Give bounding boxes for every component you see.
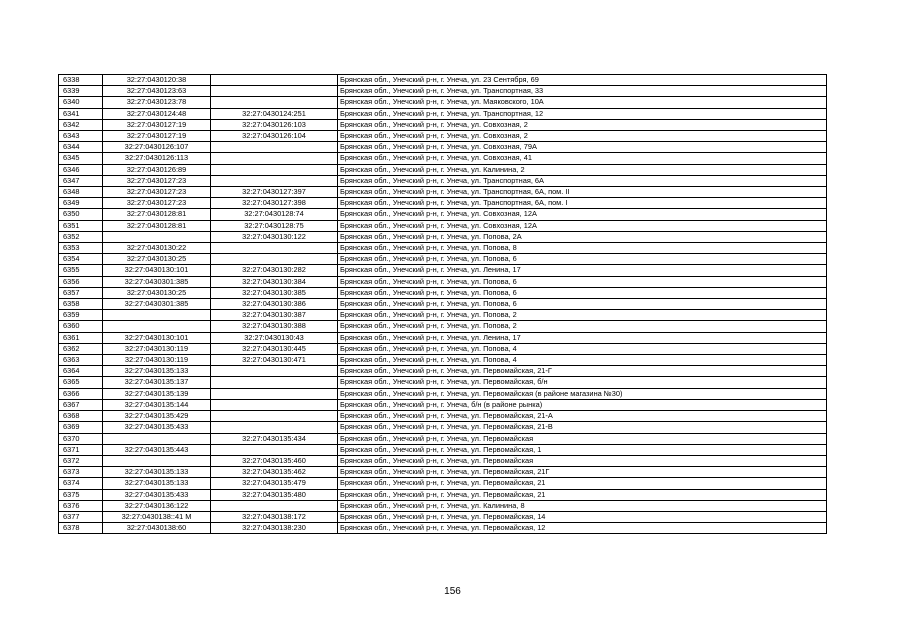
address-cell: Брянская обл., Унечский р-н, г. Унеча, ул. Попова, 8 <box>338 243 827 254</box>
table-row <box>59 523 827 534</box>
cadastral-number-cell: 32:27:0430126:107 <box>103 142 211 153</box>
cadastral-number-cell: 32:27:0430130:119 <box>103 355 211 366</box>
cadastral-number-cell <box>103 455 211 466</box>
cadastral-number-cell <box>103 231 211 242</box>
row-number-cell: 6350 <box>59 209 103 220</box>
address-cell: Брянская обл., Унечский р-н, г. Унеча, ул. Первомайская, 21 <box>338 478 827 489</box>
table-row <box>59 388 827 399</box>
row-number-cell: 6360 <box>59 321 103 332</box>
row-number-cell: 6373 <box>59 467 103 478</box>
register-body <box>59 75 827 534</box>
object-cadastral-number-cell: 32:27:0430130:282 <box>211 265 338 276</box>
object-cadastral-number-cell: 32:27:0430135:479 <box>211 478 338 489</box>
table-row <box>59 455 827 466</box>
table-row <box>59 355 827 366</box>
address-cell: Брянская обл., Унечский р-н, г. Унеча, ул. Первомайская <box>338 433 827 444</box>
table-row <box>59 198 827 209</box>
address-cell: Брянская обл., Унечский р-н, г. Унеча, ул. Ленина, 17 <box>338 332 827 343</box>
object-cadastral-number-cell <box>211 254 338 265</box>
address-cell: Брянская обл., Унечский р-н, г. Унеча, ул. Первомайская, 21-В <box>338 422 827 433</box>
address-cell: Брянская обл., Унечский р-н, г. Унеча, ул. Транспортная, 33 <box>338 86 827 97</box>
table-row <box>59 287 827 298</box>
object-cadastral-number-cell: 32:27:0430127:397 <box>211 187 338 198</box>
object-cadastral-number-cell: 32:27:0430138:230 <box>211 523 338 534</box>
row-number-cell: 6369 <box>59 422 103 433</box>
table-row <box>59 243 827 254</box>
address-cell: Брянская обл., Унечский р-н, г. Унеча, ул. 23 Сентября, 69 <box>338 75 827 86</box>
object-cadastral-number-cell: 32:27:0430130:445 <box>211 343 338 354</box>
table-row <box>59 254 827 265</box>
cadastral-number-cell: 32:27:0430130:25 <box>103 287 211 298</box>
cadastral-number-cell: 32:27:0430130:25 <box>103 254 211 265</box>
cadastral-number-cell: 32:27:0430301:385 <box>103 299 211 310</box>
row-number-cell: 6372 <box>59 455 103 466</box>
address-cell: Брянская обл., Унечский р-н, г. Унеча, ул. Первомайская, 21 <box>338 489 827 500</box>
address-cell: Брянская обл., Унечский р-н, г. Унеча, ул. Совхозная, 12А <box>338 220 827 231</box>
object-cadastral-number-cell: 32:27:0430130:385 <box>211 287 338 298</box>
table-row <box>59 175 827 186</box>
address-cell: Брянская обл., Унечский р-н, г. Унеча, ул. Первомайская, 14 <box>338 511 827 522</box>
cadastral-number-cell: 32:27:0430127:23 <box>103 198 211 209</box>
object-cadastral-number-cell <box>211 411 338 422</box>
object-cadastral-number-cell: 32:27:0430138:172 <box>211 511 338 522</box>
object-cadastral-number-cell <box>211 142 338 153</box>
object-cadastral-number-cell: 32:27:0430135:460 <box>211 455 338 466</box>
cadastral-number-cell: 32:27:0430130:101 <box>103 265 211 276</box>
row-number-cell: 6367 <box>59 399 103 410</box>
object-cadastral-number-cell <box>211 377 338 388</box>
object-cadastral-number-cell: 32:27:0430130:388 <box>211 321 338 332</box>
row-number-cell: 6376 <box>59 500 103 511</box>
table-row <box>59 343 827 354</box>
cadastral-number-cell: 32:27:0430135:433 <box>103 489 211 500</box>
object-cadastral-number-cell: 32:27:0430128:75 <box>211 220 338 231</box>
row-number-cell: 6363 <box>59 355 103 366</box>
object-cadastral-number-cell <box>211 500 338 511</box>
row-number-cell: 6370 <box>59 433 103 444</box>
row-number-cell: 6364 <box>59 366 103 377</box>
address-cell: Брянская обл., Унечский р-н, г. Унеча, ул. Ленина, 17 <box>338 265 827 276</box>
table-row <box>59 433 827 444</box>
address-cell: Брянская обл., Унечский р-н, г. Унеча, ул. Маяковского, 10А <box>338 97 827 108</box>
address-cell: Брянская обл., Унечский р-н, г. Унеча, ул. Попова, 6 <box>338 287 827 298</box>
table-row <box>59 265 827 276</box>
cadastral-number-cell: 32:27:0430126:89 <box>103 164 211 175</box>
table-row <box>59 411 827 422</box>
row-number-cell: 6340 <box>59 97 103 108</box>
row-number-cell: 6351 <box>59 220 103 231</box>
cadastral-number-cell: 32:27:0430135:133 <box>103 478 211 489</box>
row-number-cell: 6347 <box>59 175 103 186</box>
table-row <box>59 209 827 220</box>
address-cell: Брянская обл., Унечский р-н, г. Унеча, ул. Транспортная, 12 <box>338 108 827 119</box>
cadastral-number-cell: 32:27:0430135:137 <box>103 377 211 388</box>
row-number-cell: 6366 <box>59 388 103 399</box>
table-row <box>59 276 827 287</box>
cadastral-number-cell: 32:27:0430135:144 <box>103 399 211 410</box>
cadastral-number-cell: 32:27:0430127:23 <box>103 175 211 186</box>
object-cadastral-number-cell <box>211 153 338 164</box>
table-row <box>59 467 827 478</box>
object-cadastral-number-cell <box>211 388 338 399</box>
row-number-cell: 6377 <box>59 511 103 522</box>
property-register-table <box>58 74 827 534</box>
address-cell: Брянская обл., Унечский р-н, г. Унеча, ул. Транспортная, 6А <box>338 175 827 186</box>
row-number-cell: 6348 <box>59 187 103 198</box>
object-cadastral-number-cell: 32:27:0430130:387 <box>211 310 338 321</box>
cadastral-number-cell <box>103 310 211 321</box>
address-cell: Брянская обл., Унечский р-н, г. Унеча, ул. Попова, 2 <box>338 310 827 321</box>
address-cell: Брянская обл., Унечский р-н, г. Унеча, ул. Попова, 4 <box>338 343 827 354</box>
table-row <box>59 422 827 433</box>
row-number-cell: 6378 <box>59 523 103 534</box>
row-number-cell: 6374 <box>59 478 103 489</box>
object-cadastral-number-cell <box>211 75 338 86</box>
table-row <box>59 153 827 164</box>
address-cell: Брянская обл., Унечский р-н, г. Унеча, ул. Совхозная, 79А <box>338 142 827 153</box>
cadastral-number-cell: 32:27:0430136:122 <box>103 500 211 511</box>
row-number-cell: 6353 <box>59 243 103 254</box>
row-number-cell: 6365 <box>59 377 103 388</box>
cadastral-number-cell <box>103 433 211 444</box>
cadastral-number-cell: 32:27:0430124:48 <box>103 108 211 119</box>
address-cell: Брянская обл., Унечский р-н, г. Унеча, ул. Калинина, 2 <box>338 164 827 175</box>
cadastral-number-cell: 32:27:0430138::41 М <box>103 511 211 522</box>
address-cell: Брянская обл., Унечский р-н, г. Унеча, ул. Первомайская, 1 <box>338 444 827 455</box>
address-cell: Брянская обл., Унечский р-н, г. Унеча, ул. Первомайская, б/н <box>338 377 827 388</box>
object-cadastral-number-cell <box>211 97 338 108</box>
row-number-cell: 6338 <box>59 75 103 86</box>
row-number-cell: 6341 <box>59 108 103 119</box>
table-row <box>59 444 827 455</box>
object-cadastral-number-cell: 32:27:0430126:103 <box>211 119 338 130</box>
object-cadastral-number-cell: 32:27:0430135:480 <box>211 489 338 500</box>
object-cadastral-number-cell: 32:27:0430130:386 <box>211 299 338 310</box>
address-cell: Брянская обл., Унечский р-н, г. Унеча, ул. Первомайская, 21Г <box>338 467 827 478</box>
cadastral-number-cell: 32:27:0430126:113 <box>103 153 211 164</box>
table-row <box>59 366 827 377</box>
cadastral-number-cell: 32:27:0430130:101 <box>103 332 211 343</box>
row-number-cell: 6355 <box>59 265 103 276</box>
cadastral-number-cell: 32:27:0430135:433 <box>103 422 211 433</box>
cadastral-number-cell: 32:27:0430123:78 <box>103 97 211 108</box>
address-cell: Брянская обл., Унечский р-н, г. Унеча, ул. Первомайская, 12 <box>338 523 827 534</box>
row-number-cell: 6349 <box>59 198 103 209</box>
cadastral-number-cell: 32:27:0430135:429 <box>103 411 211 422</box>
row-number-cell: 6375 <box>59 489 103 500</box>
table-row <box>59 119 827 130</box>
row-number-cell: 6339 <box>59 86 103 97</box>
address-cell: Брянская обл., Унечский р-н, г. Унеча, ул. Совхозная, 2 <box>338 119 827 130</box>
address-cell: Брянская обл., Унечский р-н, г. Унеча, ул. Попова, 6 <box>338 276 827 287</box>
table-row <box>59 321 827 332</box>
object-cadastral-number-cell: 32:27:0430124:251 <box>211 108 338 119</box>
row-number-cell: 6346 <box>59 164 103 175</box>
table-row <box>59 231 827 242</box>
table-row <box>59 500 827 511</box>
table-row <box>59 86 827 97</box>
row-number-cell: 6359 <box>59 310 103 321</box>
cadastral-number-cell: 32:27:0430127:23 <box>103 187 211 198</box>
object-cadastral-number-cell <box>211 175 338 186</box>
table-row <box>59 399 827 410</box>
table-row <box>59 478 827 489</box>
object-cadastral-number-cell: 32:27:0430126:104 <box>211 131 338 142</box>
row-number-cell: 6368 <box>59 411 103 422</box>
cadastral-number-cell: 32:27:0430301:385 <box>103 276 211 287</box>
address-cell: Брянская обл., Унечский р-н, г. Унеча, ул. Транспортная, 6А, пом. II <box>338 187 827 198</box>
table-row <box>59 142 827 153</box>
address-cell: Брянская обл., Унечский р-н, г. Унеча, ул. Совхозная, 41 <box>338 153 827 164</box>
row-number-cell: 6357 <box>59 287 103 298</box>
cadastral-number-cell <box>103 321 211 332</box>
address-cell: Брянская обл., Унечский р-н, г. Унеча, ул. Попова, 2 <box>338 321 827 332</box>
object-cadastral-number-cell <box>211 86 338 97</box>
row-number-cell: 6354 <box>59 254 103 265</box>
cadastral-number-cell: 32:27:0430135:133 <box>103 366 211 377</box>
cadastral-number-cell: 32:27:0430130:22 <box>103 243 211 254</box>
row-number-cell: 6362 <box>59 343 103 354</box>
object-cadastral-number-cell: 32:27:0430127:398 <box>211 198 338 209</box>
cadastral-number-cell: 32:27:0430127:19 <box>103 119 211 130</box>
table-row <box>59 220 827 231</box>
address-cell: Брянская обл., Унечский р-н, г. Унеча, ул. Совхозная, 12А <box>338 209 827 220</box>
table-row <box>59 97 827 108</box>
row-number-cell: 6344 <box>59 142 103 153</box>
table-row <box>59 108 827 119</box>
table-row <box>59 332 827 343</box>
address-cell: Брянская обл., Унечский р-н, г. Унеча, ул. Первомайская, 21-А <box>338 411 827 422</box>
page-number: 156 <box>444 586 461 597</box>
table-row <box>59 131 827 142</box>
row-number-cell: 6343 <box>59 131 103 142</box>
table-row <box>59 75 827 86</box>
table-row <box>59 489 827 500</box>
address-cell: Брянская обл., Унечский р-н, г. Унеча, ул. Транспортная, 6А, пом. I <box>338 198 827 209</box>
address-cell: Брянская обл., Унечский р-н, г. Унеча, ул. Попова, 4 <box>338 355 827 366</box>
address-cell: Брянская обл., Унечский р-н, г. Унеча, б/н (в районе рынка) <box>338 399 827 410</box>
object-cadastral-number-cell <box>211 399 338 410</box>
cadastral-number-cell: 32:27:0430127:19 <box>103 131 211 142</box>
address-cell: Брянская обл., Унечский р-н, г. Унеча, ул. Попова, 6 <box>338 299 827 310</box>
object-cadastral-number-cell <box>211 444 338 455</box>
object-cadastral-number-cell: 32:27:0430135:462 <box>211 467 338 478</box>
row-number-cell: 6356 <box>59 276 103 287</box>
object-cadastral-number-cell: 32:27:0430130:122 <box>211 231 338 242</box>
object-cadastral-number-cell <box>211 366 338 377</box>
table-row <box>59 164 827 175</box>
object-cadastral-number-cell: 32:27:0430130:43 <box>211 332 338 343</box>
cadastral-number-cell: 32:27:0430128:81 <box>103 209 211 220</box>
address-cell: Брянская обл., Унечский р-н, г. Унеча, ул. Совхозная, 2 <box>338 131 827 142</box>
object-cadastral-number-cell: 32:27:0430128:74 <box>211 209 338 220</box>
object-cadastral-number-cell <box>211 243 338 254</box>
table-row <box>59 187 827 198</box>
address-cell: Брянская обл., Унечский р-н, г. Унеча, ул. Попова, 6 <box>338 254 827 265</box>
row-number-cell: 6371 <box>59 444 103 455</box>
object-cadastral-number-cell <box>211 422 338 433</box>
row-number-cell: 6342 <box>59 119 103 130</box>
object-cadastral-number-cell: 32:27:0430130:471 <box>211 355 338 366</box>
cadastral-number-cell: 32:27:0430135:443 <box>103 444 211 455</box>
object-cadastral-number-cell: 32:27:0430130:384 <box>211 276 338 287</box>
cadastral-number-cell: 32:27:0430135:133 <box>103 467 211 478</box>
address-cell: Брянская обл., Унечский р-н, г. Унеча, ул. Первомайская <box>338 455 827 466</box>
table-row <box>59 299 827 310</box>
row-number-cell: 6345 <box>59 153 103 164</box>
table-row <box>59 310 827 321</box>
address-cell: Брянская обл., Унечский р-н, г. Унеча, ул. Попова, 2А <box>338 231 827 242</box>
cadastral-number-cell: 32:27:0430123:63 <box>103 86 211 97</box>
object-cadastral-number-cell: 32:27:0430135:434 <box>211 433 338 444</box>
table-row <box>59 511 827 522</box>
address-cell: Брянская обл., Унечский р-н, г. Унеча, ул. Первомайская, 21-Г <box>338 366 827 377</box>
table-row <box>59 377 827 388</box>
address-cell: Брянская обл., Унечский р-н, г. Унеча, ул. Первомайская (в районе магазина №30) <box>338 388 827 399</box>
cadastral-number-cell: 32:27:0430135:139 <box>103 388 211 399</box>
address-cell: Брянская обл., Унечский р-н, г. Унеча, ул. Калинина, 8 <box>338 500 827 511</box>
object-cadastral-number-cell <box>211 164 338 175</box>
cadastral-number-cell: 32:27:0430120:38 <box>103 75 211 86</box>
row-number-cell: 6361 <box>59 332 103 343</box>
row-number-cell: 6352 <box>59 231 103 242</box>
row-number-cell: 6358 <box>59 299 103 310</box>
cadastral-number-cell: 32:27:0430130:119 <box>103 343 211 354</box>
cadastral-number-cell: 32:27:0430138:60 <box>103 523 211 534</box>
cadastral-number-cell: 32:27:0430128:81 <box>103 220 211 231</box>
